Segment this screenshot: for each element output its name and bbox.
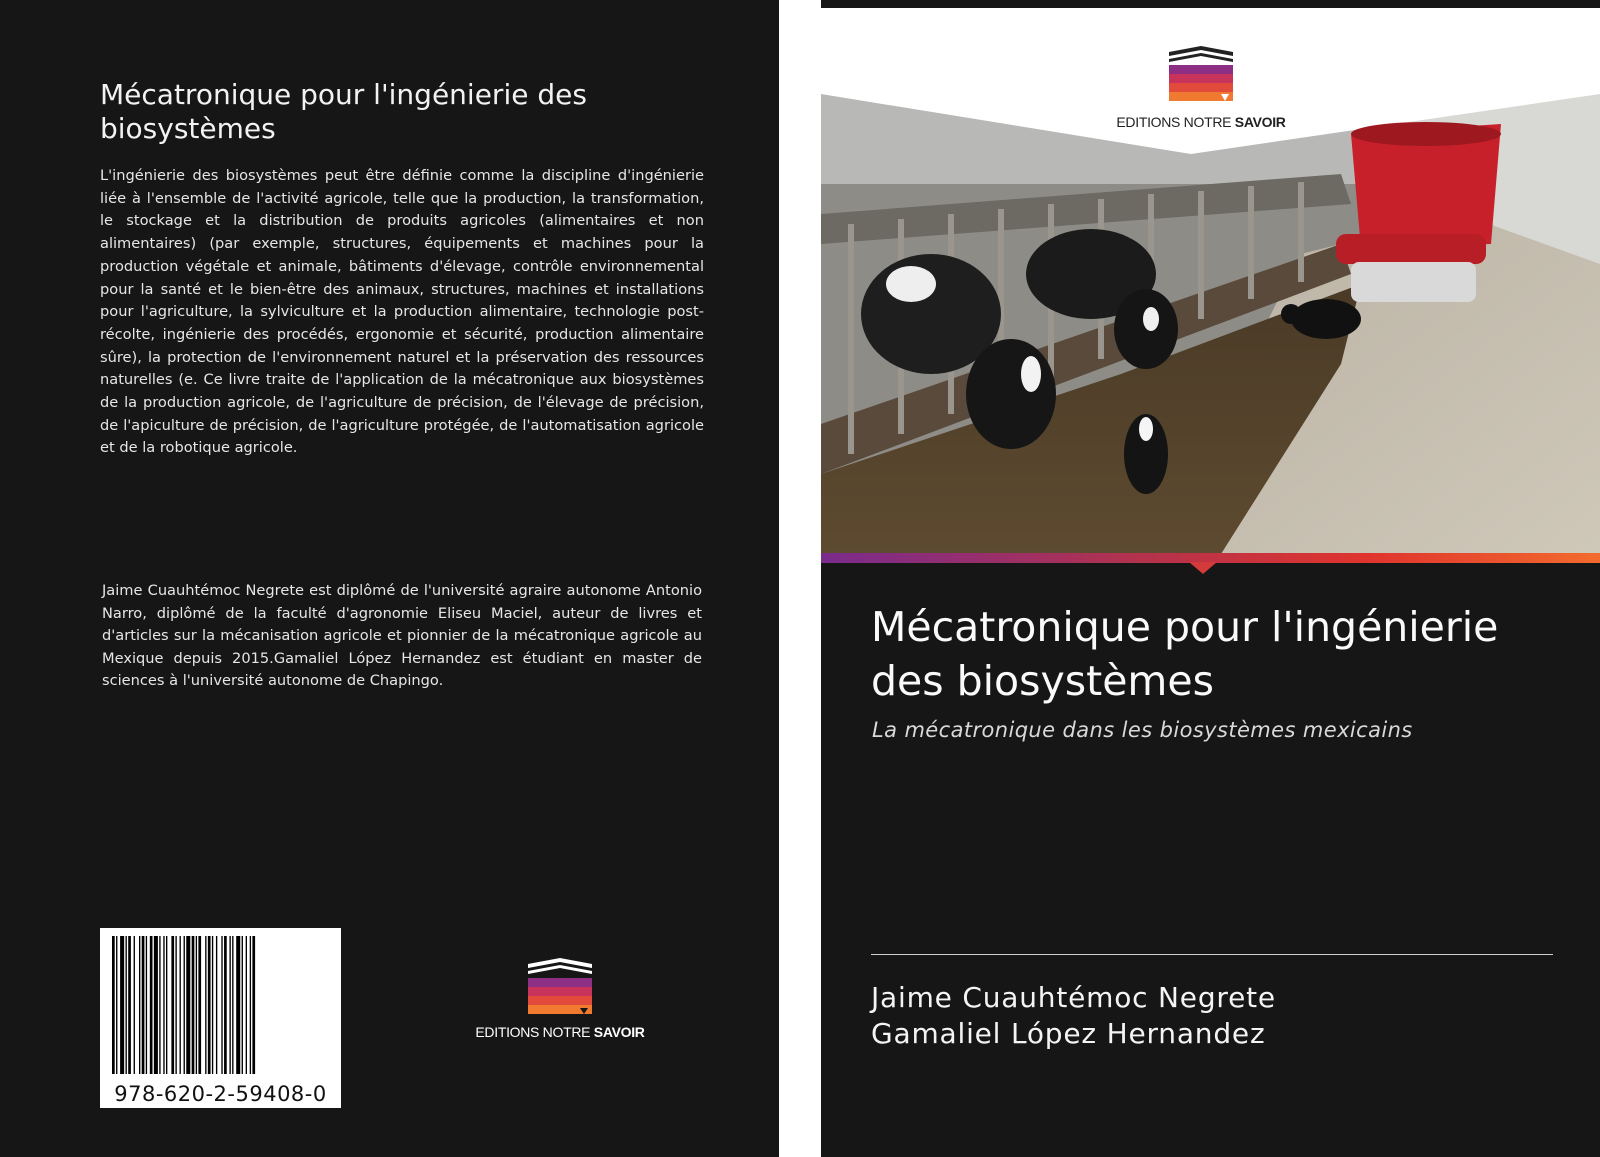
barcode-bar [205, 936, 206, 1074]
barcode-bar [175, 936, 176, 1074]
cover-photo [821, 94, 1600, 554]
title-divider [871, 954, 1553, 955]
author-name: Gamaliel López Hernandez [871, 1017, 1266, 1050]
barcode-bar [184, 936, 185, 1074]
barcode-bar [128, 936, 131, 1074]
barcode-bar [250, 936, 251, 1074]
barcode-bar [208, 936, 211, 1074]
barcode-bar [154, 936, 158, 1074]
barcode-bar [224, 936, 227, 1074]
author-bio: Jaime Cuauhtémoc Negrete est diplômé de l'université agraire autonome Antonio Narro, diplômé de la faculté d'agronomie Eliseu Maciel, auteur de livres et d'articles sur la mécanisation agricole et pionnier de la mécatronique agricole au Mexique depuis 2015.Gamaliel López Hernandez est étudiant en master de sciences à l'université autonome de Chapingo. [102, 582, 702, 689]
barcode-bar [229, 936, 230, 1074]
isbn-barcode [100, 928, 341, 1108]
publisher-name: EDITIONS NOTRE SAVOIR [475, 1024, 645, 1040]
author-list [871, 980, 1571, 1052]
barcode-bar [236, 936, 240, 1074]
barcode-bar [186, 936, 190, 1074]
books-logo-icon [1165, 46, 1237, 102]
back-cover [0, 0, 779, 1157]
back-publisher-logo [465, 958, 655, 1048]
front-cover-title: Mécatronique pour l'ingénierie des biosystèmes [871, 603, 1499, 705]
divider-notch-icon [1189, 562, 1217, 574]
isbn-number: 978-620-2-59408-0 [114, 1082, 327, 1106]
barcode-bar [146, 936, 147, 1074]
barcode-bar [246, 936, 247, 1074]
back-cover-description: L'ingénierie des biosystèmes peut être définie comme la discipline d'ingénierie liée à l'ensemble de l'activité agricole, telle que la production, la transformation, le stockage et la distribution de produits agricoles (alimentaires et non alimentaires) (par exemple, structures, équipements et machines pour la production végétale et animale, bâtiments d'élevage, contrôle environnemental pour la santé et le bien-être des animaux, structures, machines et installations pour l'agriculture, la sylviculture et la production alimentaire, technologie post-récolte, ingénierie des procédés, ergonomie et sécurité, production alimentaire sûre), la protection de l'environnement naturel et la préservation des ressources naturelles (e. Ce livre traite de l'application de la mécatronique aux biosystèmes de la production agricole, de l'agriculture de précision, de l'élevage de précision, de l'apiculture de précision, de l'agriculture protégée, de l'automatisation agricole et de la robotique agricole. [100, 167, 704, 457]
barcode-bar [252, 936, 255, 1074]
barcode-bars [110, 936, 331, 1076]
barcode-bar [232, 936, 233, 1074]
barcode-bar [192, 936, 195, 1074]
barcode-bar [134, 936, 135, 1074]
front-publisher-logo [1101, 46, 1301, 130]
barcode-bar [159, 936, 160, 1074]
barcode-bar [212, 936, 213, 1074]
books-logo-icon [524, 958, 596, 1018]
top-bar [821, 0, 1600, 8]
front-cover [821, 0, 1600, 1157]
barcode-bar [166, 936, 167, 1074]
barcode-bar [120, 936, 124, 1074]
back-cover-title: Mécatronique pour l'ingénierie des biosystèmes [100, 78, 587, 145]
spine [779, 0, 821, 1157]
front-cover-subtitle: La mécatronique dans les biosystèmes mexicains [872, 718, 1413, 742]
barcode-bar [112, 936, 115, 1074]
barcode-bar [150, 936, 153, 1074]
barcode-bar [216, 936, 217, 1074]
author-name: Jaime Cuauhtémoc Negrete [871, 981, 1276, 1014]
barcode-bar [198, 936, 201, 1074]
barcode-bar [221, 936, 222, 1074]
publisher-name: EDITIONS NOTRE SAVOIR [1116, 114, 1286, 130]
barcode-bar [126, 936, 127, 1074]
barcode-bar [196, 936, 197, 1074]
barcode-bar [242, 936, 243, 1074]
barcode-bar [163, 936, 164, 1074]
barcode-bar [180, 936, 181, 1074]
barcode-bar [139, 936, 140, 1074]
barcode-bar [171, 936, 174, 1074]
barcode-bar [142, 936, 145, 1074]
barcode-bar [116, 936, 117, 1074]
